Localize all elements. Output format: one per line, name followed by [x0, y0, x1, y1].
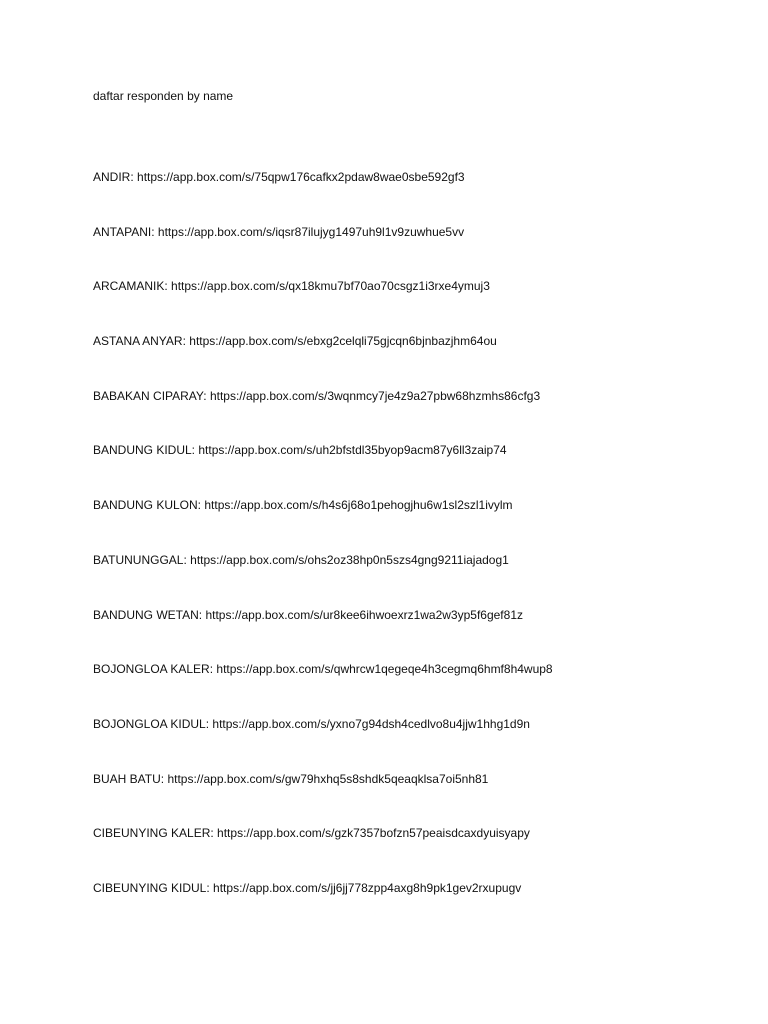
list-item: [93, 825, 553, 880]
district-name: ANDIR:: [93, 170, 134, 184]
district-name: BOJONGLOA KALER:: [93, 662, 214, 677]
list-item: [93, 661, 553, 716]
district-name: BATUNUNGGAL:: [93, 552, 187, 567]
district-name: BANDUNG KULON:: [93, 498, 202, 513]
district-name: ANTAPANI:: [93, 224, 155, 239]
box-link[interactable]: https://app.box.com/s/h4s6j68o1pehogjhu6w1sl2szl1ivylm: [204, 498, 513, 513]
district-name: BABAKAN CIPARAY:: [93, 388, 207, 403]
district-name: BANDUNG WETAN:: [93, 607, 203, 622]
box-link[interactable]: https://app.box.com/s/jj6jj778zpp4axg8h9pk1gev2rxupugv: [213, 880, 522, 895]
box-link[interactable]: https://app.box.com/s/ebxg2celqli75gjcqn6bjnbazjhm64ou: [189, 334, 497, 349]
district-name: ARCAMANIK:: [93, 279, 168, 294]
list-item: [93, 278, 553, 333]
district-name: ASTANA ANYAR:: [93, 334, 186, 349]
list-item: [93, 169, 553, 224]
box-link[interactable]: https://app.box.com/s/iqsr87ilujyg1497uh9l1v9zuwhue5vv: [157, 224, 465, 239]
district-name: CIBEUNYING KALER:: [93, 826, 214, 841]
box-link[interactable]: https://app.box.com/s/3wqnmcy7je4z9a27pbw68hzmhs86cfg3: [209, 388, 541, 403]
list-item: [93, 497, 553, 552]
box-link[interactable]: https://app.box.com/s/uh2bfstdl35byop9acm87y6ll3zaip74: [198, 443, 507, 458]
respondent-list: [93, 169, 553, 935]
box-link[interactable]: https://app.box.com/s/ur8kee6ihwoexrz1wa2w3yp5f6gef81z: [205, 607, 523, 622]
list-item: [93, 224, 553, 279]
box-link[interactable]: https://app.box.com/s/qwhrcw1qegeqe4h3cegmq6hmf8h4wup8: [216, 662, 553, 677]
district-name: BOJONGLOA KIDUL:: [93, 716, 210, 731]
box-link[interactable]: https://app.box.com/s/qx18kmu7bf70ao70csgz1i3rxe4ymuj3: [171, 279, 490, 294]
list-item: [93, 442, 553, 497]
list-item: [93, 716, 553, 771]
district-name: CIBEUNYING KIDUL:: [93, 880, 210, 895]
district-name: BUAH BATU:: [93, 771, 165, 786]
list-item: [93, 771, 553, 826]
box-link[interactable]: https://app.box.com/s/75qpw176cafkx2pdaw8wae0sbe592gf3: [137, 170, 465, 184]
box-link[interactable]: https://app.box.com/s/gw79hxhq5s8shdk5qeaqklsa7oi5nh81: [167, 771, 489, 786]
box-link[interactable]: https://app.box.com/s/gzk7357bofzn57peaisdcaxdyuisyapy: [217, 826, 530, 841]
list-item: [93, 388, 553, 443]
district-name: BANDUNG KIDUL:: [93, 443, 196, 458]
box-link[interactable]: https://app.box.com/s/yxno7g94dsh4cedlvo8u4jjw1hhg1d9n: [212, 716, 530, 731]
box-link[interactable]: https://app.box.com/s/ohs2oz38hp0n5szs4gng9211iajadog1: [190, 552, 509, 567]
list-item: [93, 607, 553, 662]
list-item: [93, 333, 553, 388]
list-item: [93, 880, 553, 935]
document-title: daftar responden by name: [93, 89, 234, 103]
list-item: [93, 552, 553, 607]
